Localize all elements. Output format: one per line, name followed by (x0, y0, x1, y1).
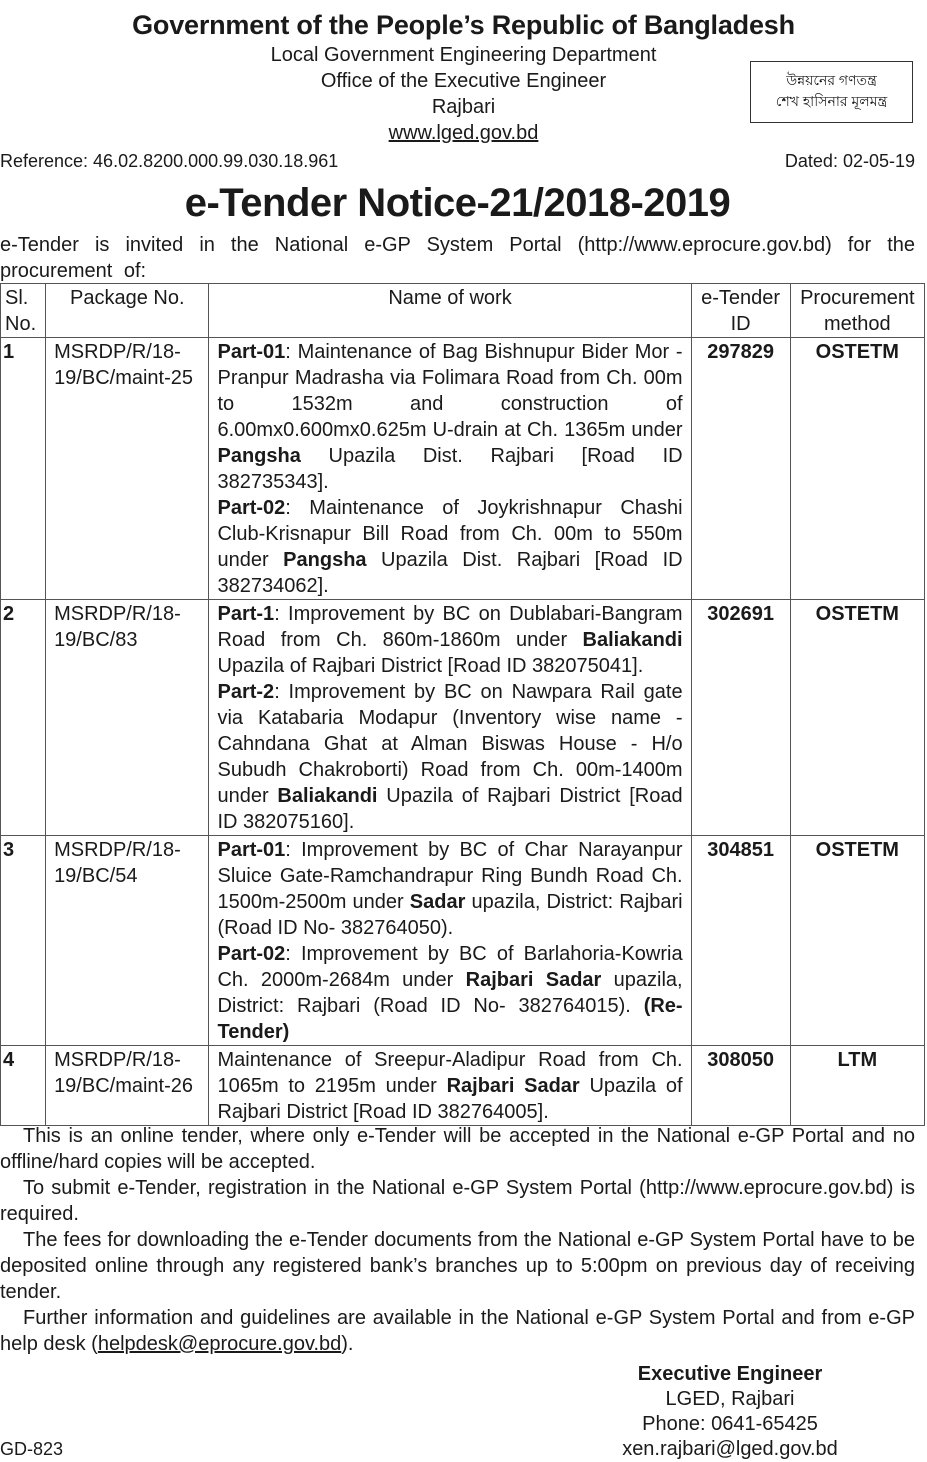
part-text-end: Upazila Dist. Rajbari [Road ID 382735343]. (217, 445, 683, 493)
upazila-name: Baliakandi (277, 785, 378, 807)
part-text: : Improvement by BC on Dublabari-Bangram Road from Ch. 860m-1860m under (217, 603, 683, 651)
header-sl: Sl. No. (1, 284, 46, 338)
upazila-name: Baliakandi (582, 629, 683, 651)
row-procurement-method: OSTETM (790, 600, 924, 836)
signatory-office: LGED, Rajbari (665, 1388, 795, 1410)
dated: Dated: 02-05-19 (784, 151, 915, 171)
row-work-description (209, 600, 691, 836)
row-work-description (209, 836, 691, 1046)
row-procurement-method: OSTETM (790, 338, 924, 600)
notice-title: e-Tender Notice-21/2018-2019 (184, 181, 731, 225)
slogan-line-1: উন্নয়নের গণতন্ত্র (786, 72, 877, 88)
part-text: : Improvement by BC on Nawpara Rail gate via Katabaria Modapur (Inventory wise name - Cahndana Ghat at Alman Biswas House - H/o Subudh Chakroborti) Road from Ch. 00m-1400m under (217, 681, 683, 807)
helpdesk-text-end: ). (341, 1333, 354, 1355)
row-procurement-method: LTM (790, 1046, 924, 1126)
row-package: MSRDP/R/18-19/BC/83 (46, 600, 209, 836)
row-package: MSRDP/R/18-19/BC/maint-26 (46, 1046, 209, 1126)
part-text: : Maintenance of Joykrishnapur Chashi Club-Krisnapur Bill Road from Ch. 00m to 550m under (217, 497, 683, 571)
slogan-box (750, 61, 913, 123)
work-part (217, 679, 682, 835)
row-sl: 3 (1, 836, 46, 1046)
row-tender-id: 308050 (691, 1046, 790, 1126)
header-method: Procurement method (790, 284, 924, 338)
signatory-phone: Phone: 0641-65425 (642, 1413, 818, 1435)
footer-para-helpdesk (0, 1305, 915, 1357)
upazila-name: Pangsha (217, 445, 301, 467)
part-label: Part-2 (217, 681, 275, 703)
gd-number: GD-823 (0, 1439, 64, 1459)
footer-para-registration: To submit e-Tender, registration in the National e-GP System Portal (http://www.eprocure.gov.bd) is required. (0, 1177, 915, 1225)
department-name: Local Government Engineering Department (270, 44, 657, 66)
part-label: Part-02 (217, 943, 286, 965)
intro-text: e-Tender is invited in the National e-GP System Portal (http://www.eprocure.gov.bd) for the procurement of: (0, 234, 915, 282)
reference-number: Reference: 46.02.8200.000.99.030.18.961 (0, 151, 339, 171)
work-part (217, 1047, 682, 1125)
table-row (1, 836, 925, 1046)
header-work: Name of work (209, 284, 691, 338)
part-text-end: Upazila of Rajbari District [Road ID 382075160]. (217, 785, 683, 833)
part-text-end: upazila, District: Rajbari (Road ID No- 382764050). (217, 891, 683, 939)
header-package: Package No. (46, 284, 209, 338)
helpdesk-email-link[interactable]: helpdesk@eprocure.gov.bd (97, 1333, 342, 1355)
office-name: Office of the Executive Engineer (320, 70, 607, 92)
part-text-end: Upazila of Rajbari District [Road ID 382764005]. (217, 1075, 683, 1123)
work-part (217, 339, 682, 495)
tender-table (0, 283, 925, 1126)
part-label: Part-1 (217, 603, 275, 625)
table-row (1, 1046, 925, 1126)
part-text-end: upazila, District: Rajbari (Road ID No- 382764015). (217, 969, 683, 1017)
row-package: MSRDP/R/18-19/BC/54 (46, 836, 209, 1046)
signature-block (590, 1362, 870, 1462)
part-text: : Improvement by BC of Char Narayanpur Sluice Gate-Ramchandrapur Ring Bundh Road Ch. 1500m-2500m under (217, 839, 683, 913)
part-text-end: Upazila of Rajbari District [Road ID 382075041]. (217, 655, 644, 677)
part-label: Part-01 (217, 341, 286, 363)
website-link[interactable]: www.lged.gov.bd (388, 122, 539, 144)
row-work-description (209, 1046, 691, 1126)
row-tender-id: 304851 (691, 836, 790, 1046)
upazila-name: Rajbari Sadar (465, 969, 602, 991)
footer-para-fees: The fees for downloading the e-Tender documents from the National e-GP System Portal have to be deposited online through any registered bank’s branches up to 5:00pm on previous day of receiving tender. (0, 1229, 915, 1303)
row-work-description (209, 338, 691, 600)
row-sl: 1 (1, 338, 46, 600)
work-part (217, 941, 682, 1045)
work-part (217, 837, 682, 941)
slogan-line-2: শেখ হাসিনার মূলমন্ত্র (775, 93, 888, 109)
part-text: : Maintenance of Bag Bishnupur Bider Mor - Pranpur Madrasha via Folimara Road from Ch. 00m to 1532m and construction of 6.00mx0.600mx0.625m U-drain at Ch. 1365m under (217, 341, 683, 441)
government-title: Government of the People’s Republic of Bangladesh (132, 10, 795, 40)
part-text-end: Upazila Dist. Rajbari [Road ID 382734062]. (217, 549, 683, 597)
upazila-name: Rajbari Sadar (446, 1075, 580, 1097)
notice-footer (0, 1123, 915, 1357)
row-tender-id: 302691 (691, 600, 790, 836)
row-tender-id: 297829 (691, 338, 790, 600)
upazila-name: Sadar (409, 891, 466, 913)
header-tender-id: e-Tender ID (691, 284, 790, 338)
work-part (217, 601, 682, 679)
helpdesk-text: Further information and guidelines are available in the National e-GP System Portal and from e-GP help desk ( (0, 1307, 915, 1355)
row-sl: 4 (1, 1046, 46, 1126)
part-text: Maintenance of Sreepur-Aladipur Road from Ch. 1065m to 2195m under (217, 1049, 683, 1097)
signatory-email[interactable]: xen.rajbari@lged.gov.bd (622, 1438, 838, 1460)
part-label: Part-02 (217, 497, 286, 519)
work-part (217, 495, 682, 599)
table-row (1, 338, 925, 600)
table-header-row (1, 284, 925, 338)
upazila-name: Pangsha (283, 549, 367, 571)
signatory-title: Executive Engineer (637, 1363, 823, 1385)
part-text: : Improvement by BC of Barlahoria-Kowria Ch. 2000m-2684m under (217, 943, 683, 991)
retender-flag: (Re-Tender) (217, 995, 683, 1043)
part-label: Part-01 (217, 839, 286, 861)
table-row (1, 600, 925, 836)
row-sl: 2 (1, 600, 46, 836)
row-procurement-method: OSTETM (790, 836, 924, 1046)
district-name: Rajbari (431, 96, 496, 118)
row-package: MSRDP/R/18-19/BC/maint-25 (46, 338, 209, 600)
footer-para-online: This is an online tender, where only e-Tender will be accepted in the National e-GP Portal and no offline/hard copies will be accepted. (0, 1125, 915, 1173)
